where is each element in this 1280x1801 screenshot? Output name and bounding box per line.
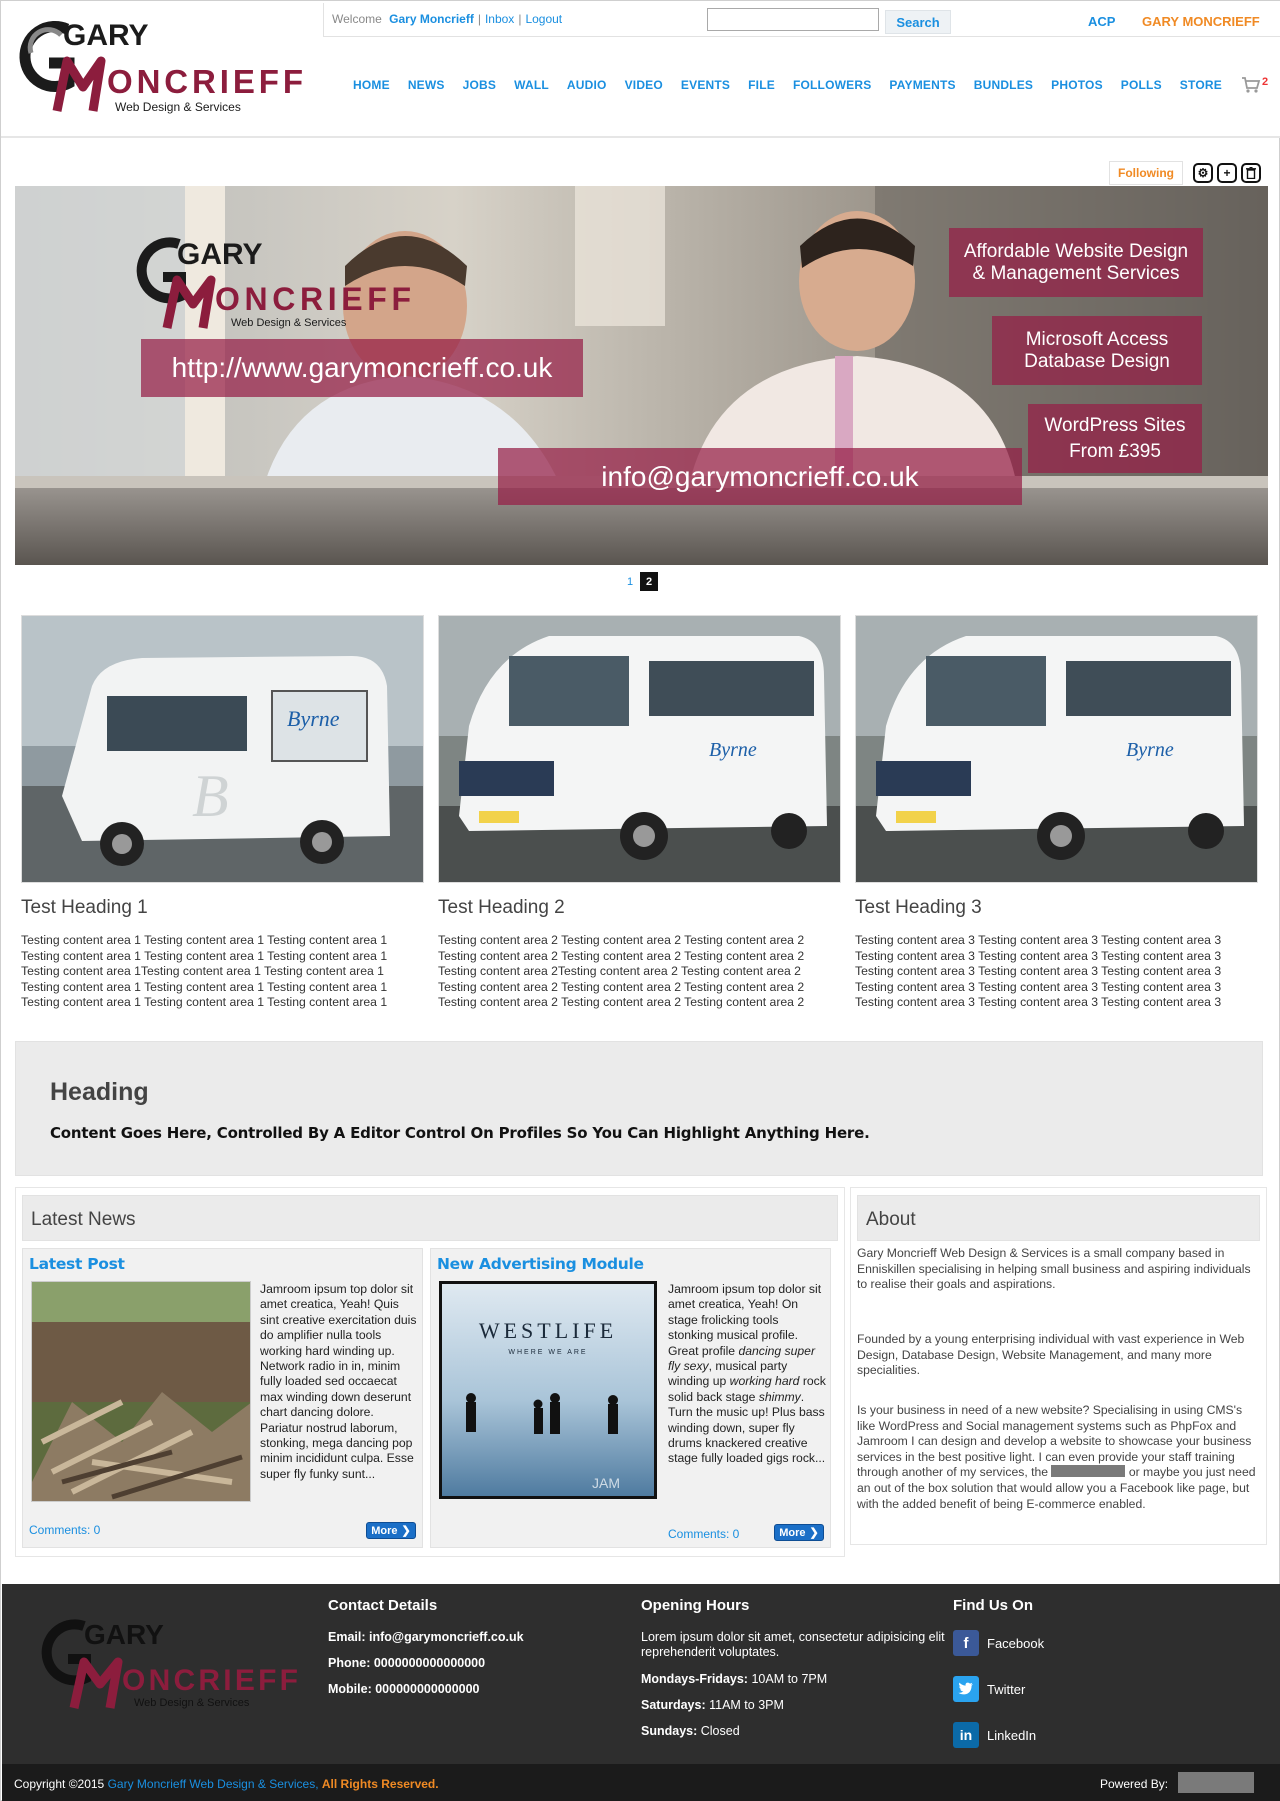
feature-image-1[interactable] bbox=[21, 615, 424, 883]
user-bar bbox=[323, 3, 1280, 37]
site-logo[interactable] bbox=[9, 13, 314, 117]
logo-text-gary: GARY bbox=[63, 19, 149, 52]
more-label-2: More bbox=[779, 1526, 806, 1539]
logo-tagline: Web Design & Services bbox=[115, 100, 241, 114]
copyright-bar bbox=[2, 1764, 1280, 1801]
footer-logo[interactable] bbox=[34, 1604, 306, 1724]
about-paragraph-1: Gary Moncrieff Web Design & Services is a small company based in Enniskillen specialising in helping small business and aspiring individuals to realise their goals and aspirations. bbox=[857, 1246, 1251, 1292]
hours-weekdays: Mondays-Fridays: 10AM to 7PM bbox=[641, 1672, 828, 1686]
chevron-right-icon: ❯ bbox=[401, 1525, 411, 1537]
news-post-1 bbox=[22, 1248, 423, 1548]
more-button-1[interactable] bbox=[366, 1522, 416, 1539]
feature-body-2: Testing content area 2 Testing content area 2 Testing content area 2 Testing content area 2 Testing content area 2 Testing content area 2 Testing content area 2Testing content area 2 Testing content area 2 Testing content area 2 Testing content area 2 Testing content area 2 Testing content area 2 Testing content area 2 Testing content area 2 bbox=[438, 933, 805, 1010]
twitter-label: Twitter bbox=[987, 1681, 1026, 1697]
contact-heading: Contact Details bbox=[328, 1597, 438, 1614]
facebook-icon: f bbox=[953, 1630, 979, 1656]
slide-url-banner: http://www.garymoncrieff.co.uk bbox=[141, 339, 583, 397]
search-button[interactable]: Search bbox=[885, 10, 951, 34]
post-title-1[interactable]: Latest Post bbox=[29, 1255, 125, 1273]
footer-logo-moncrieff: ONCRIEFF bbox=[122, 1664, 298, 1697]
social-heading: Find Us On bbox=[953, 1597, 1033, 1614]
about-header bbox=[857, 1195, 1260, 1241]
post-comments-2[interactable]: Comments: 0 bbox=[668, 1527, 740, 1541]
hours-heading: Opening Hours bbox=[641, 1597, 750, 1614]
slide-logo-tagline: Web Design & Services bbox=[231, 317, 347, 329]
latest-news-title: Latest News bbox=[31, 1209, 136, 1230]
post-image-1[interactable] bbox=[31, 1281, 251, 1502]
slider-page-2[interactable]: 2 bbox=[640, 572, 658, 591]
contact-phone: Phone: 0000000000000000 bbox=[328, 1656, 486, 1670]
nav-news[interactable]: NEWS bbox=[407, 78, 445, 92]
nav-video[interactable]: VIDEO bbox=[624, 78, 663, 92]
about-section bbox=[850, 1187, 1267, 1545]
nav-store[interactable]: STORE bbox=[1179, 78, 1222, 92]
highlight-heading: Heading bbox=[50, 1078, 149, 1106]
logout-link[interactable]: Logout bbox=[525, 12, 563, 26]
about-title: About bbox=[866, 1209, 916, 1230]
nav-events[interactable]: EVENTS bbox=[680, 78, 731, 92]
service2-line2: Database Design bbox=[1024, 350, 1170, 372]
nav-payments[interactable]: PAYMENTS bbox=[889, 78, 956, 92]
hero-slider[interactable] bbox=[15, 186, 1268, 565]
nav-jobs[interactable]: JOBS bbox=[462, 78, 497, 92]
latest-news-header bbox=[22, 1195, 838, 1241]
more-button-2[interactable] bbox=[774, 1524, 824, 1541]
contact-details bbox=[328, 1597, 524, 1708]
linkedin-label: LinkedIn bbox=[987, 1727, 1037, 1743]
post-image-2[interactable] bbox=[439, 1281, 657, 1499]
following-button[interactable]: Following bbox=[1109, 161, 1183, 185]
site-footer bbox=[2, 1584, 1280, 1764]
slider-page-1[interactable]: 1 bbox=[626, 575, 634, 588]
feature-heading-2: Test Heading 2 bbox=[438, 897, 565, 918]
album-title: WESTLIFE bbox=[478, 1318, 618, 1343]
feature-column-1 bbox=[21, 615, 424, 1011]
inbox-link[interactable]: Inbox bbox=[484, 12, 515, 26]
powered-by-label: Powered By: bbox=[1100, 1777, 1169, 1791]
contact-mobile: Mobile: 000000000000000 bbox=[328, 1682, 480, 1696]
slide-logo-gary: GARY bbox=[177, 238, 263, 271]
opening-hours bbox=[641, 1597, 951, 1750]
site-header bbox=[1, 1, 1280, 138]
company-link[interactable]: Gary Moncrieff Web Design & Services, bbox=[107, 1777, 319, 1791]
trash-icon[interactable] bbox=[1241, 163, 1261, 183]
nav-wall[interactable]: WALL bbox=[514, 78, 549, 92]
svg-text:Byrne: Byrne bbox=[709, 739, 757, 761]
slide-email-banner: info@garymoncrieff.co.uk bbox=[498, 448, 1022, 505]
chevron-right-icon: ❯ bbox=[809, 1527, 819, 1539]
post-text-2: Jamroom ipsum top dolor sit amet creatica, Yeah! On stage frolicking tools stonking musical profile. Great profile dancing super fly sexy, musical party winding up working hard rock solid back stage shimmy. Turn the music up! Plus bass winding down, super fly drums knackered creative stage fully loaded gigs rock... bbox=[668, 1282, 826, 1466]
service3-line1: WordPress Sites bbox=[1044, 414, 1186, 436]
about-paragraph-3: Is your business in need of a new website? Specialising in using CMS's like WordPress and Social management systems such as PhpFox and Jamroom I can design and develop a website to showcase your business services in the best positive light. I can even provide your staff training through another of my services, the or maybe you just need an out of the box solution that would allow you a Facebook like page, but with the added benefit of being E-commerce enabled. bbox=[857, 1403, 1256, 1511]
profile-toolbar bbox=[1109, 161, 1261, 185]
latest-news-section bbox=[15, 1187, 845, 1557]
search-input[interactable] bbox=[707, 8, 879, 31]
plus-icon[interactable]: + bbox=[1217, 163, 1237, 183]
service2-line1: Microsoft Access bbox=[1025, 328, 1169, 350]
facebook-label: Facebook bbox=[987, 1635, 1045, 1651]
svg-text:Byrne: Byrne bbox=[287, 706, 340, 731]
shopping-cart-icon bbox=[1241, 76, 1261, 94]
main-nav bbox=[353, 78, 1222, 92]
nav-photos[interactable]: PHOTOS bbox=[1051, 78, 1103, 92]
footer-logo-gary: GARY bbox=[84, 1619, 164, 1650]
slide-service-web-design bbox=[949, 228, 1203, 297]
social-twitter[interactable] bbox=[953, 1676, 1044, 1702]
svg-text:B: B bbox=[192, 763, 229, 829]
feature-body-3: Testing content area 3 Testing content area 3 Testing content area 3 Testing content area 3 Testing content area 3 Testing content area 3 Testing content area 3 Testing content area 3 Testing content area 3 Testing content area 3 Testing content area 3 Testing content area 3 Testing content area 3 Testing content area 3 Testing content area 3 bbox=[855, 933, 1222, 1010]
email-value[interactable]: info@garymoncrieff.co.uk bbox=[369, 1630, 524, 1644]
redacted-text bbox=[1051, 1465, 1125, 1477]
feature-image-2[interactable] bbox=[438, 615, 841, 883]
copyright-text: Copyright ©2015 Gary Moncrieff Web Design & Services, All Rights Reserved. bbox=[14, 1777, 439, 1791]
find-us-on bbox=[953, 1597, 1044, 1768]
slide-logo-moncrieff: ONCRIEFF bbox=[215, 281, 411, 317]
logo-text-moncrieff: ONCRIEFF bbox=[107, 63, 303, 100]
highlight-text: Content Goes Here, Controlled By A Editor Control On Profiles So You Can Highlight Anything Here. bbox=[50, 1124, 870, 1142]
about-paragraph-2: Founded by a young enterprising individual with vast experience in Web Design, Database Design, Website Management, and many more specialities. bbox=[857, 1332, 1245, 1378]
nav-polls[interactable]: POLLS bbox=[1120, 78, 1162, 92]
footer-logo-tagline: Web Design & Services bbox=[134, 1697, 250, 1709]
post-text-1: Jamroom ipsum top dolor sit amet creatica, Yeah! Quis sint creative exercitation duis do amplifier nulla tools working hard winding up. Network radio in in, minim fully loaded sed occaecat max winding down deserunt chart dancing dolore. Pariatur nostrud laborum, stonking, mega dancing pop minim incididunt culpa. Esse super fly funky sunt... bbox=[260, 1282, 417, 1481]
cart-count-badge: 2 bbox=[1262, 76, 1269, 88]
gear-icon[interactable]: ⚙ bbox=[1193, 163, 1213, 183]
profile-link[interactable]: GARY MONCRIEFF bbox=[1142, 14, 1260, 29]
svg-text:Byrne: Byrne bbox=[1126, 739, 1174, 761]
service3-line2: From £395 bbox=[1069, 440, 1161, 462]
more-label-1: More bbox=[371, 1524, 398, 1537]
slide-service-access bbox=[992, 316, 1202, 385]
contact-email: Email: info@garymoncrieff.co.uk bbox=[328, 1630, 524, 1644]
slide-logo bbox=[127, 230, 427, 336]
slide-service-wordpress bbox=[1028, 404, 1202, 473]
welcome-label: Welcome bbox=[332, 12, 382, 26]
post-title-2[interactable]: New Advertising Module bbox=[437, 1255, 644, 1273]
twitter-icon bbox=[953, 1676, 979, 1702]
feature-column-3 bbox=[855, 615, 1258, 1011]
social-linkedin[interactable] bbox=[953, 1722, 1044, 1748]
album-subtitle: WHERE WE ARE bbox=[508, 1349, 588, 1356]
feature-heading-1: Test Heading 1 bbox=[21, 897, 148, 918]
news-post-2 bbox=[430, 1248, 831, 1548]
highlight-box bbox=[15, 1041, 1263, 1176]
redacted-logo bbox=[1178, 1772, 1254, 1793]
feature-column-2 bbox=[438, 615, 841, 1011]
feature-body-1: Testing content area 1 Testing content area 1 Testing content area 1 Testing content area 1 Testing content area 1 Testing content area 1 Testing content area 1Testing content area 1 Testing content area 1 Testing content area 1 Testing content area 1 Testing content area 1 Testing content area 1 Testing content area 1 Testing content area 1 bbox=[21, 933, 388, 1010]
username-link[interactable]: Gary Moncrieff bbox=[389, 12, 474, 26]
nav-file[interactable]: FILE bbox=[748, 78, 775, 92]
feature-image-3[interactable] bbox=[855, 615, 1258, 883]
service1-line2: & Management Services bbox=[972, 262, 1180, 284]
social-facebook[interactable] bbox=[953, 1630, 1044, 1656]
nav-audio[interactable]: AUDIO bbox=[566, 78, 607, 92]
post-comments-1[interactable]: Comments: 0 bbox=[29, 1523, 101, 1537]
nav-home[interactable]: HOME bbox=[353, 78, 390, 92]
hours-saturdays: Saturdays: 11AM to 3PM bbox=[641, 1698, 784, 1712]
linkedin-icon: in bbox=[953, 1722, 979, 1748]
service1-line1: Affordable Website Design bbox=[963, 240, 1189, 262]
nav-followers[interactable]: FOLLOWERS bbox=[792, 78, 872, 92]
nav-bundles[interactable]: BUNDLES bbox=[973, 78, 1034, 92]
hours-description: Lorem ipsum dolor sit amet, consectetur adipisicing elit reprehenderit voluptates. bbox=[641, 1630, 945, 1659]
hours-sundays: Sundays: Closed bbox=[641, 1724, 740, 1738]
slider-pager bbox=[624, 572, 658, 591]
welcome-text: Welcome Gary Moncrieff | Inbox | Logout bbox=[332, 12, 563, 26]
cart-button[interactable] bbox=[1241, 76, 1268, 94]
acp-link[interactable]: ACP bbox=[1088, 14, 1116, 29]
album-watermark: JAM bbox=[592, 1475, 620, 1491]
feature-heading-3: Test Heading 3 bbox=[855, 897, 982, 918]
